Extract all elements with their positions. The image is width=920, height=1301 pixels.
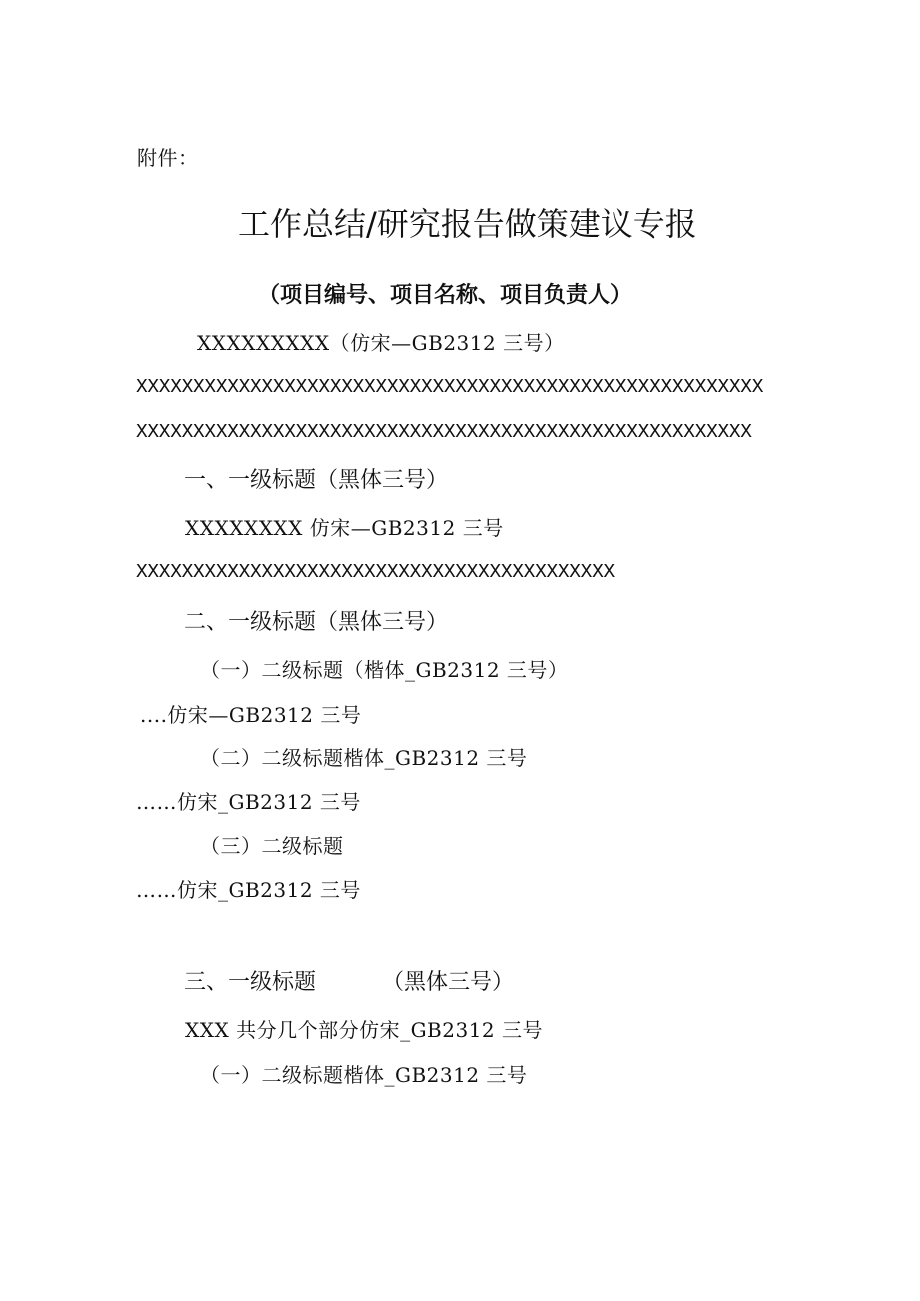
section-3-heading: 三、一级标题 [184, 970, 317, 995]
section-3-heading-note: （黑体三号） [382, 970, 515, 995]
section-2-subheading-1: （一）二级标题（楷体_GB2312 三号） [200, 658, 569, 682]
section-2-subheading-3: （三）二级标题 [200, 834, 344, 858]
intro-line-3: XXXXXXXXXXXXXXXXXXXXXXXXXXXXXXXXXXXXXXXXXXXXXXXXXXXXXX [136, 421, 752, 443]
section-3-body-1: XXX 共分几个部分仿宋_GB2312 三号 [185, 1018, 544, 1042]
section-3-subheading-1: （一）二级标题楷体_GB2312 三号 [200, 1063, 528, 1087]
section-2-sub-3-body: ……仿宋_GB2312 三号 [136, 878, 361, 902]
intro-line-2: XXXXXXXXXXXXXXXXXXXXXXXXXXXXXXXXXXXXXXXXXXXXXXXXXXXXXXX [136, 376, 764, 398]
section-1-body-1: XXXXXXXX 仿宋—GB2312 三号 [185, 516, 504, 540]
attachment-label: 附件： [137, 146, 199, 170]
section-2-heading: 二、一级标题（黑体三号） [184, 610, 449, 635]
document-subtitle: （项目编号、项目名称、项目负责人） [258, 283, 633, 308]
section-1-body-2: XXXXXXXXXXXXXXXXXXXXXXXXXXXXXXXXXXXXXXXXXX [136, 561, 615, 583]
section-2-sub-2-body: ……仿宋_GB2312 三号 [136, 790, 361, 814]
section-1-heading: 一、一级标题（黑体三号） [184, 468, 449, 493]
section-2-subheading-2: （二）二级标题楷体_GB2312 三号 [200, 746, 528, 770]
section-2-sub-1-body: ....仿宋—GB2312 三号 [140, 703, 362, 727]
intro-line-1: XXXXXXXXX（仿宋—GB2312 三号） [197, 331, 565, 355]
document-title: 工作总结/研究报告做策建议专报 [238, 205, 697, 243]
